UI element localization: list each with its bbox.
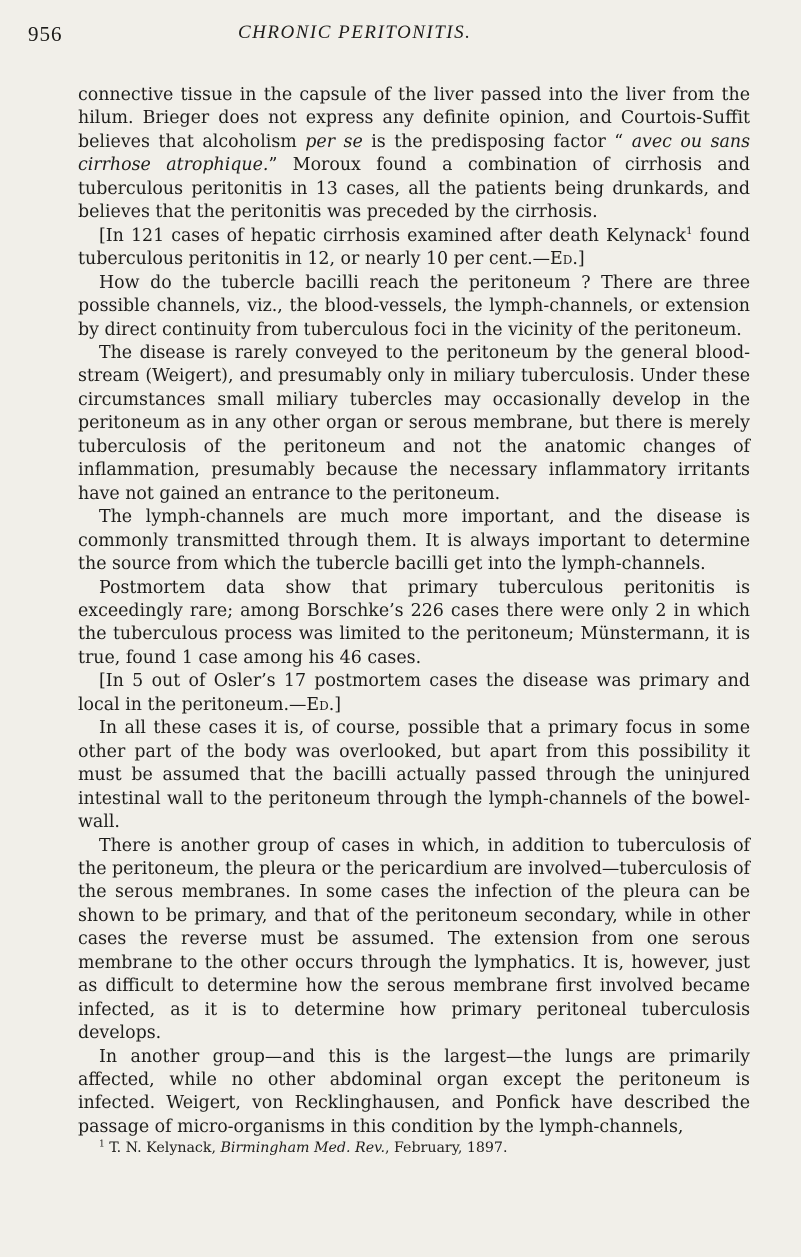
paragraph-6: Postmortem data show that primary tuberculous peritonitis is exceedingly rare; among Borschke’s 226 cases there were only 2 in which the tuberculous process was limited to the peritoneum; Münstermann, it is true, found 1 case among his 46 cases. <box>78 577 750 668</box>
paragraph-5: The lymph-channels are much more important, and the disease is commonly transmitted through them. It is always important to determine the source from which the tubercle bacilli get into the lymph-channels. <box>78 507 750 575</box>
editor-mark: Ed. <box>550 249 578 270</box>
footnote-marker: 1 <box>99 1139 105 1150</box>
paragraph-4: The disease is rarely conveyed to the peritoneum by the general blood-stream (Weigert), and presumably only in miliary tuberculosis. Under these circumstances small miliary tubercles may occasionally develop in the peritoneum as in any other organ or serous membrane, but there is merely tuberculosis of the peritoneum and not the anatomic changes of inflammation, presumably because the necessary inflammatory irritants have not gained an entrance to the peritoneum. <box>78 342 750 504</box>
running-title: CHRONIC PERITONITIS. <box>238 22 472 43</box>
running-head <box>28 22 750 50</box>
book-page <box>28 22 751 1157</box>
footnote: $^1$ T. N. Kelynack, Birmingham Med. Rev., February, 1897. <box>99 1139 508 1157</box>
page-number: 956 <box>28 22 63 46</box>
footnote-journal: Birmingham Med. Rev. <box>220 1140 385 1157</box>
paragraph-7: [In 5 out of Osler’s 17 postmortem cases the disease was primary and local in the peritoneum.—Ed.] <box>78 671 750 715</box>
paragraph-9: There is another group of cases in which, in addition to tuberculosis of the peritoneum, the pleura or the pericardium are involved—tuberculosis of the serous membranes. In some cases the infection of the pleura can be shown to be primary, and that of the peritoneum secondary, while in other cases the reverse must be assumed. The extension from one serous membrane to the other occurs through the lymphatics. It is, however, just as difficult to determine how the serous membrane first involved became infected, as it is to determine how primary peritoneal tuberculosis develops. <box>78 835 750 1044</box>
paragraph-8: In all these cases it is, of course, possible that a primary focus in some other part of the body was overlooked, but apart from this possibility it must be assumed that the bacilli actually passed through the uninjured intestinal wall to the peritoneum through the lymph-channels of the bowel-wall. <box>78 718 750 833</box>
footnote-ref: 1 <box>686 225 693 237</box>
paragraph-2: [In 121 cases of hepatic cirrhosis examined after death Kelynack$^1$ found tuberculous peritonitis in 12, or nearly 10 per cent.—Ed.] <box>78 225 751 270</box>
editor-mark: Ed. <box>306 694 335 715</box>
body-text <box>78 84 750 1157</box>
paragraph-3: How do the tubercle bacilli reach the peritoneum ? There are three possible channels, viz., the blood-vessels, the lymph-channels, or extension by direct continuity from tuberculous foci in the vicinity of the peritoneum. <box>78 272 750 340</box>
paragraph-1: connective tissue in the capsule of the liver passed into the liver from the hilum. Brieger does not express any definite opinion, and Courtois-Suffit believes that alcoholism per se is the predisposing factor “ avec ou sans cirrhose atrophique.” Moroux found a combination of cirrhosis and tuberculous peritonitis in 13 cases, all the patients being drunkards, and believes that the peritonitis was preceded by the cirrhosis. <box>78 85 751 223</box>
paragraph-10: In another group—and this is the largest—the lungs are primarily affected, while no other abdominal organ except the peritoneum is infected. Weigert, von Recklinghausen, and Ponfick have described the passage of micro-organisms in this condition by the lymph-channels, <box>78 1046 750 1137</box>
